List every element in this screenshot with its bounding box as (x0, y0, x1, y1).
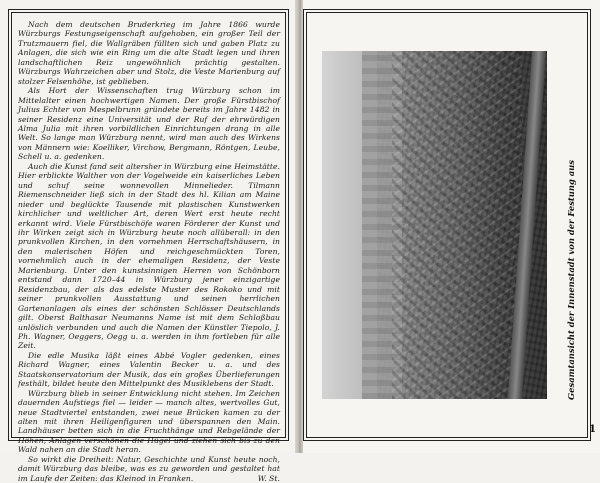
paragraph: Auch die Kunst fand seit altersher in Würzburg eine Heimstätte. Hier erblickte Walther von der Vogelweide ein kaiserliches Leben und schuf seine wonnevollen Minnelieder. Tilmann Riemenschneider ließ sich in der Stadt des hl. Kilian am Maine nieder und beglückte Tausende mit plastischen Kunstwerken kirchlicher und weltlicher Art, deren Wert erst heute recht erkannt wird. Viele Fürstbischöfe waren Förderer der Kunst und ihr Wirken zeigt sich in Würzburg heute noch allüberall: in den prunkvollen Kirchen, in den vornehmen Herrschaftshäusern, in den malerischen Höfen und reichgeschmückten Toren, vornehmlich auch in der ehemaligen Residenz, der Veste Marienburg. Unter den kunstsinnigen Herren von Schönborn entstand dann 1720–44 in Würzburg jener einzigartige Residenzbau, der als das edelste Muster des Rokoko und mit seiner prunkvollen Ausstattung und seinen herrlichen Gartenanlagen als eines der schönsten Schlösser Deutschlands gilt. Oberst Balthasar Neumanns Name ist mit dem Schloßbau unlöslich verbunden und auch die Namen der Künstler Tiepolo, J. Ph. Wagner, Oeggers, Oegg u. a. werden in ihm fortleben für alle Zeit. (18, 161, 280, 351)
city-panorama-photo (322, 51, 547, 399)
body-text (18, 20, 280, 483)
paragraph: Als Hort der Wissenschaften trug Würzburg schon im Mittelalter einen hochwertigen Namen. Der große Fürstbischof Julius Echter von Mespelbrunn gründete bereits im Jahre 1482 in seiner Residenz eine Universität und der Ruf der ehrwürdigen Alma Julia mit ihren vorbildlichen Einrichtungen drang in alle Welt. So lange man Würzburg nennt, wird man auch des Wirkens von Männern wie: Koelliker, Virchow, Bergmann, Röntgen, Leube, Schell u. a. gedenken. (18, 86, 280, 162)
photo-caption: Gesamtansicht der Innenstadt von der Festung aus (566, 160, 576, 400)
photo-rooftops (392, 51, 522, 399)
author-signature: W. St. (257, 473, 280, 483)
paragraph: Würzburg blieb in seiner Entwicklung nicht stehen. Im Zeichen dauernden Aufstiegs fiel — leider — manch altes, wertvolles Gut, neue Stadtviertel entstanden, zwei neue Brücken kamen zu der alten mit ihren Heiligenfiguren und überspannen den Main. Landhäuser betten sich in die Fruchthänge und Rebgelände der Höhen, Anlagen verschönen die Hügel und ziehen sich bis zu den Wald nahen an die Stadt heran. (18, 388, 280, 455)
left-page (0, 0, 297, 483)
page-number: 1 (589, 424, 596, 435)
paragraph: So wirkt die Dreiheit: Natur, Geschichte und Kunst heute noch, damit Würzburg das bleibe, was es zu geworden und gestaltet hat im Laufe der Zeiten: das Kleinod in Franken. (18, 454, 280, 483)
paragraph: Nach dem deutschen Bruderkrieg im Jahre 1866 wurde Würzburgs Festungseigenschaft aufgehoben, ein großer Teil der Trutzmauern fiel, die Wallgräben füllten sich und gaben Platz zu Anlagen, die sich wie ein Ring um die alte Stadt legen und ihren landschaftlichen Reiz ungewöhnlich prächtig gestalten. Würzburgs Wahrzeichen aber und Stolz, die Veste Marienburg auf stolzer Felsenhöhe, ist geblieben. (18, 20, 280, 86)
photo-caption-container (555, 100, 577, 400)
paragraph: Die edle Musika läßt eines Abbé Vogler gedenken, eines Richard Wagner, eines Valentin Becker u. a. und des Staatskonservatorium der Musik, das ein großes Überlieferungen festhält, bildet heute den Mittelpunkt des Musiklebens der Stadt. (18, 350, 280, 389)
